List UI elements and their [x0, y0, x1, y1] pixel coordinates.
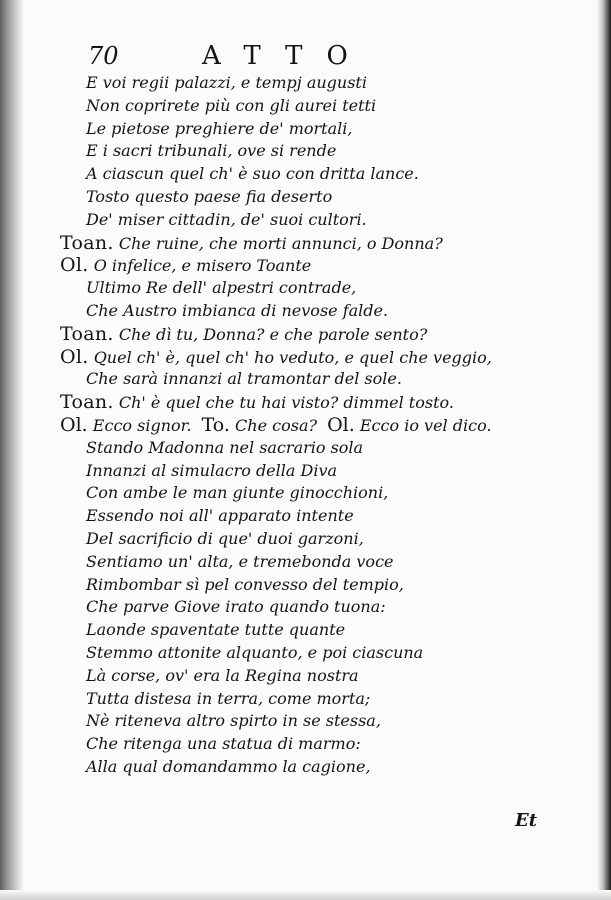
verse-text: Non coprirete più con gli aurei tetti — [86, 95, 377, 115]
verse-line — [60, 710, 580, 733]
verse-line — [60, 209, 580, 232]
speech-text: Ch' è quel che tu hai visto? dimmel tosto. — [118, 393, 454, 413]
verse-text: Che parve Giove irato quando tuona: — [86, 597, 386, 617]
speech-text: Quel ch' è, quel ch' ho veduto, e quel che veggio, — [93, 347, 492, 367]
verse-text: Laonde spaventate tutte quante — [86, 620, 346, 640]
speech-line — [60, 254, 580, 277]
verse-line — [60, 688, 580, 711]
verse-text: Del sacrificio di que' duoi garzoni, — [86, 528, 364, 548]
catchword: Et — [515, 810, 538, 831]
speaker-label: Ol. — [60, 254, 89, 277]
speech-text: Che cosa? — [235, 415, 318, 435]
speaker-label: Ol. — [327, 413, 355, 436]
verse-text: Tutta distesa in terra, come morta; — [86, 688, 371, 708]
verse-line — [60, 733, 580, 756]
verse-line — [60, 505, 580, 528]
page-header — [88, 40, 458, 72]
verse-text: Alla qual domandammo la cagione, — [86, 756, 371, 776]
speech-text: Che dì tu, Donna? e che parole sento? — [118, 324, 428, 344]
verse-text: Le pietose preghiere de' mortali, — [86, 118, 353, 138]
verse-line — [60, 619, 580, 642]
page-number: 70 — [88, 42, 119, 70]
verse-line — [60, 642, 580, 665]
verse-line — [60, 482, 580, 505]
page-gutter-shadow — [0, 0, 24, 900]
speaker-label: To. — [201, 413, 230, 436]
verse-line — [60, 118, 580, 141]
verse-line — [60, 277, 580, 300]
speech-line — [60, 323, 580, 346]
speech-text: Che ruine, che morti annunci, o Donna? — [118, 233, 443, 253]
verse-line — [60, 437, 580, 460]
verse-line — [60, 756, 580, 779]
verse-text: Che Austro imbianca di nevose falde. — [86, 300, 389, 320]
speaker-label: Toan. — [60, 322, 114, 345]
speech-line — [60, 391, 580, 414]
verse-line — [60, 95, 580, 118]
page-edge-shadow — [597, 0, 611, 900]
verse-line — [60, 596, 580, 619]
verse-line — [60, 551, 580, 574]
verse-text: Ultimo Re dell' alpestri contrade, — [86, 278, 357, 298]
verse-line — [60, 140, 580, 163]
verse-text: Che ritenga una statua di marmo: — [86, 734, 361, 754]
verse-text: Rimbombar sì pel convesso del tempio, — [86, 574, 404, 594]
speech-text: O infelice, e misero Toante — [93, 256, 312, 276]
verse-line — [60, 460, 580, 483]
verse-text: Sentiamo un' alta, e tremebonda voce — [86, 551, 394, 571]
verse-text: A ciascun quel ch' è suo con dritta lance. — [86, 164, 419, 184]
speaker-label: Toan. — [60, 391, 114, 414]
verse-text: Stando Madonna nel sacrario sola — [86, 437, 364, 457]
verse-line — [60, 300, 580, 323]
multi-speaker-line — [60, 414, 580, 437]
verse-line — [60, 163, 580, 186]
verse-line — [60, 665, 580, 688]
speech-text: Ecco signor. — [92, 415, 192, 435]
running-title: ATTO — [202, 41, 372, 71]
speaker-label: Toan. — [60, 231, 114, 254]
verse-text: E voi regii palazzi, e tempj augusti — [86, 73, 367, 92]
verse-text: Essendo noi all' apparato intente — [86, 506, 354, 526]
speaker-label: Ol. — [60, 345, 89, 368]
speech-line — [60, 346, 580, 369]
speech-text: Ecco io vel dico. — [359, 415, 492, 435]
speech-line — [60, 232, 580, 255]
verse-text: Innanzi al simulacro della Diva — [86, 460, 338, 480]
verse-line — [60, 528, 580, 551]
verse-text: Stemmo attonite alquanto, e poi ciascuna — [86, 642, 424, 662]
verse-text: Là corse, ov' era la Regina nostra — [86, 665, 359, 685]
play-text — [60, 72, 580, 779]
verse-line — [60, 186, 580, 209]
verse-text: E i sacri tribunali, ove si rende — [86, 141, 337, 161]
verse-text: Con ambe le man giunte ginocchioni, — [86, 483, 389, 503]
page-bottom-edge — [0, 890, 611, 900]
verse-line — [60, 368, 580, 391]
verse-text: De' miser cittadin, de' suoi cultori. — [86, 209, 367, 229]
verse-text: Tosto questo paese fia deserto — [86, 186, 333, 206]
verse-line — [60, 574, 580, 597]
speaker-label: Ol. — [60, 413, 88, 436]
verse-text: Nè riteneva altro spirto in se stessa, — [86, 711, 381, 731]
verse-text: Che sarà innanzi al tramontar del sole. — [86, 369, 402, 389]
verse-line — [60, 72, 580, 95]
